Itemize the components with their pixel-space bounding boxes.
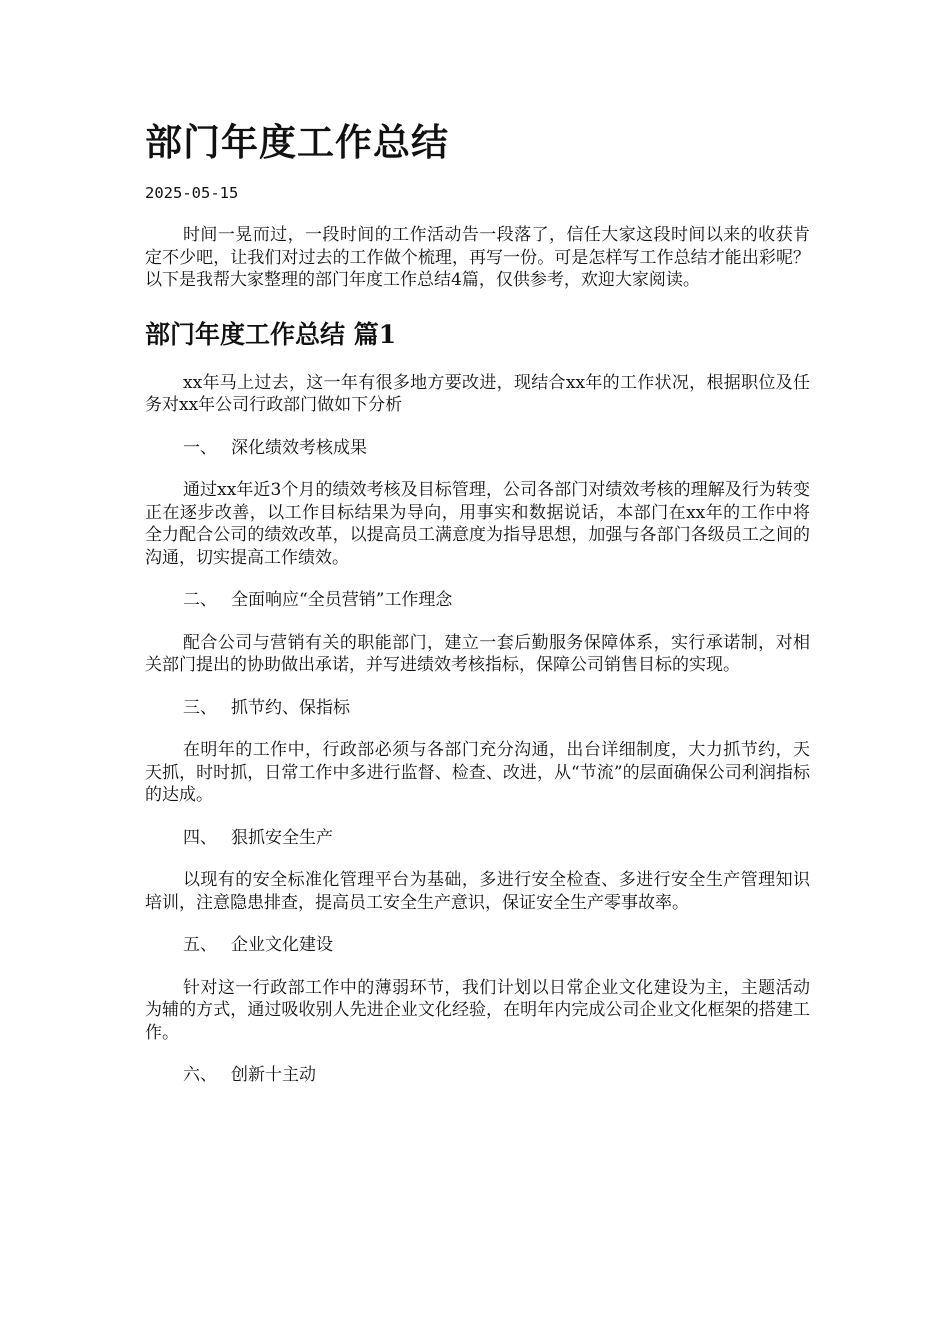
item-body-2: 配合公司与营销有关的职能部门，建立一套后勤服务保障体系，实行承诺制，对相关部门提出的协助做出承诺，并写进绩效考核指标，保障公司销售目标的实现。: [145, 632, 810, 675]
item-number: 三、: [183, 697, 217, 718]
item-heading-4: [145, 827, 810, 850]
item-heading-text: 狠抓安全生产: [231, 827, 333, 848]
item-body-5: 针对这一行政部工作中的薄弱环节，我们计划以日常企业文化建设为主，主题活动为辅的方式，通过吸收别人先进企业文化经验，在明年内完成公司企业文化框架的搭建工作。: [145, 977, 810, 1043]
item-heading-6: [145, 1064, 810, 1087]
item-number: 一、: [183, 437, 217, 458]
item-body-1: 通过xx年近3个月的绩效考核及目标管理，公司各部门对绩效考核的理解及行为转变正在逐步改善，以工作目标结果为导向，用事实和数据说话，本部门在xx年的工作中将全力配合公司的绩效改革，以提高员工满意度为指导思想，加强与各部门各级员工之间的沟通，切实提高工作绩效。: [145, 480, 810, 568]
intro-paragraph: 时间一晃而过，一段时间的工作活动告一段落了，信任大家这段时间以来的收获肯定不少吧，让我们对过去的工作做个梳理，再写一份。可是怎样写工作总结才能出彩呢？以下是我帮大家整理的部门年度工作总结4篇，仅供参考，欢迎大家阅读。: [145, 225, 810, 290]
document-date: 2025-05-15: [145, 184, 239, 202]
item-heading-text: 全面响应“全员营销”工作理念: [231, 590, 453, 610]
item-heading-text: 抓节约、保指标: [231, 697, 350, 718]
item-body-3: 在明年的工作中，行政部必须与各部门充分沟通，出台详细制度，大力抓节约，天天抓，时时抓，日常工作中多进行监督、检查、改进，从“节流”的层面确保公司利润指标的达成。: [145, 740, 810, 805]
item-heading-3: [145, 697, 810, 720]
document-page: [145, 112, 810, 1087]
item-number: 四、: [183, 827, 217, 848]
item-heading-1: [145, 437, 810, 460]
item-heading-5: [145, 934, 810, 957]
document-title: 部门年度工作总结: [145, 120, 449, 164]
item-heading-text: 深化绩效考核成果: [231, 437, 367, 458]
item-heading-text: 创新十主动: [231, 1065, 316, 1085]
section-title: 部门年度工作总结 篇1: [145, 319, 397, 349]
section-lead-paragraph: xx年马上过去，这一年有很多地方要改进，现结合xx年的工作状况，根据职位及任务对xx年公司行政部门做如下分析: [145, 372, 810, 415]
item-number: 二、: [183, 590, 217, 610]
item-heading-text: 企业文化建设: [231, 935, 333, 955]
item-body-4: 以现有的安全标准化管理平台为基础，多进行安全检查、多进行安全生产管理知识培训，注意隐患排查，提高员工安全生产意识，保证安全生产零事故率。: [145, 870, 810, 913]
item-number: 五、: [183, 935, 217, 955]
item-heading-2: [145, 589, 810, 612]
item-number: 六、: [183, 1065, 217, 1085]
